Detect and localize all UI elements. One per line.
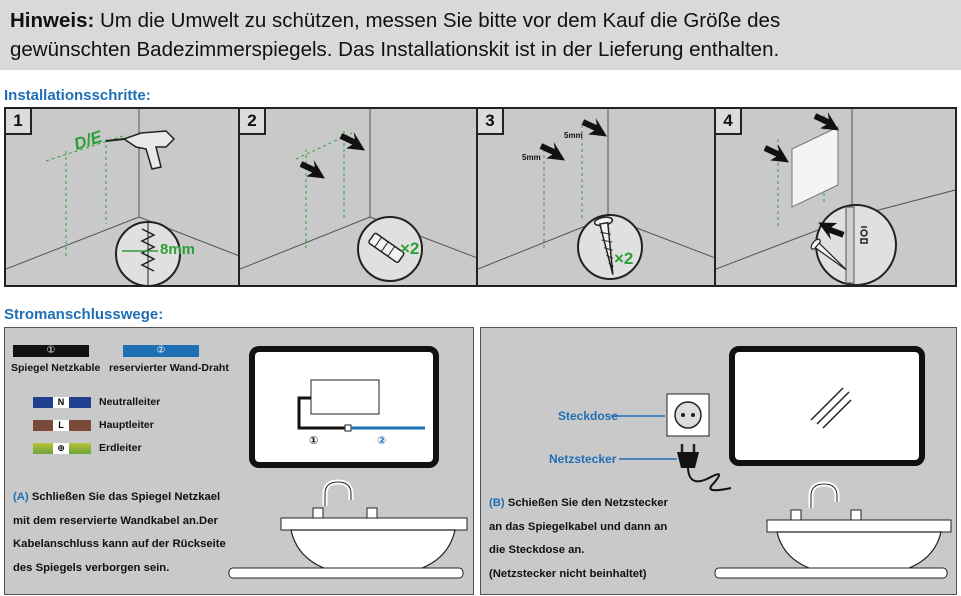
- step-1-illustration: [6, 109, 240, 287]
- step-1-number: 1: [6, 109, 32, 135]
- arrow-icon: [297, 156, 330, 184]
- instruction-a-line-3: Kabelanschluss kann auf der Rückseite: [13, 538, 226, 550]
- wall-label: D/E: [71, 127, 105, 154]
- step-3-illustration: [478, 109, 716, 287]
- wire-live-label: Hauptleiter: [99, 419, 154, 431]
- plug-count-label: ×2: [400, 239, 420, 258]
- step-2-number: 2: [240, 109, 266, 135]
- instruction-b-line-4: (Netzstecker nicht beinhaltet): [489, 567, 647, 580]
- wire-neutral-code: N: [53, 397, 69, 408]
- wire-live-code: L: [53, 420, 69, 431]
- socket-label: Steckdose: [558, 409, 619, 423]
- mirror-plate: [792, 127, 838, 207]
- instruction-b-line-3: die Steckdose an.: [489, 544, 585, 556]
- step-2-panel: [238, 107, 478, 287]
- cable-2-label: reservierter Wand-Draht: [109, 362, 229, 374]
- notice-line2: gewünschten Badezimmerspiegels. Das Installationskit ist in der Lieferung enthalten.: [10, 38, 780, 61]
- power-title: Stromanschlusswege:: [4, 306, 164, 323]
- notice-label: Hinweis:: [10, 9, 95, 32]
- cable-2-number: ②: [156, 345, 166, 356]
- arrow-icon: [579, 114, 612, 142]
- instruction-b-line-1: Schießen Sie den Netzstecker: [507, 497, 668, 509]
- step-4-panel: [714, 107, 957, 287]
- measure-label-a: 5mm: [564, 131, 583, 140]
- instruction-a-tag: (A): [13, 491, 29, 503]
- installation-steps: [4, 107, 957, 287]
- instruction-b: [489, 492, 719, 586]
- instruction-a-line-2: mit dem reservierte Wandkabel an.Der: [13, 514, 218, 527]
- mirror-cable-1-number: ①: [309, 435, 319, 447]
- wire-neutral-label: Neutralleiter: [99, 396, 161, 408]
- cable-1-label: Spiegel Netzkable: [11, 362, 101, 374]
- step-3-panel: [476, 107, 716, 287]
- mirror-cable-2-number: ②: [377, 435, 387, 447]
- step-2-illustration: [240, 109, 478, 287]
- arrow-icon: [537, 138, 570, 166]
- drill-icon: [106, 131, 174, 169]
- step-4-illustration: [716, 109, 957, 287]
- instruction-a: [13, 486, 249, 580]
- step-3-number: 3: [478, 109, 504, 135]
- plug-label: Netzstecker: [549, 452, 617, 466]
- screw-count-label: ×2: [614, 249, 634, 268]
- notice-text: [10, 6, 955, 64]
- instruction-b-line-2: an das Spiegelkabel und dann an: [489, 520, 668, 533]
- cable-1-number: ①: [46, 345, 56, 356]
- socket-icon: [667, 394, 709, 436]
- power-panel-b: [480, 327, 957, 595]
- notice-banner: [0, 0, 961, 70]
- notice-line1: Um die Umwelt zu schützen, messen Sie bitte vor dem Kauf die Größe des: [100, 9, 781, 32]
- wire-earth-label: Erdleiter: [99, 442, 142, 454]
- instruction-a-line-4: des Spiegels verborgen sein.: [13, 561, 170, 574]
- drill-size-label: 8mm: [160, 241, 196, 258]
- power-panel-a: [4, 327, 474, 595]
- installation-title: Installationsschritte:: [4, 87, 151, 104]
- instruction-a-line-1: Schließen Sie das Spiegel Netzkael: [31, 491, 221, 503]
- plug-icon: [677, 444, 731, 490]
- step-1-panel: [4, 107, 240, 287]
- measure-label-b: 5mm: [522, 153, 541, 162]
- wire-earth-code: ⊕: [53, 443, 69, 454]
- step-4-number: 4: [716, 109, 742, 135]
- instruction-b-tag: (B): [489, 497, 505, 509]
- arrow-icon: [337, 128, 370, 156]
